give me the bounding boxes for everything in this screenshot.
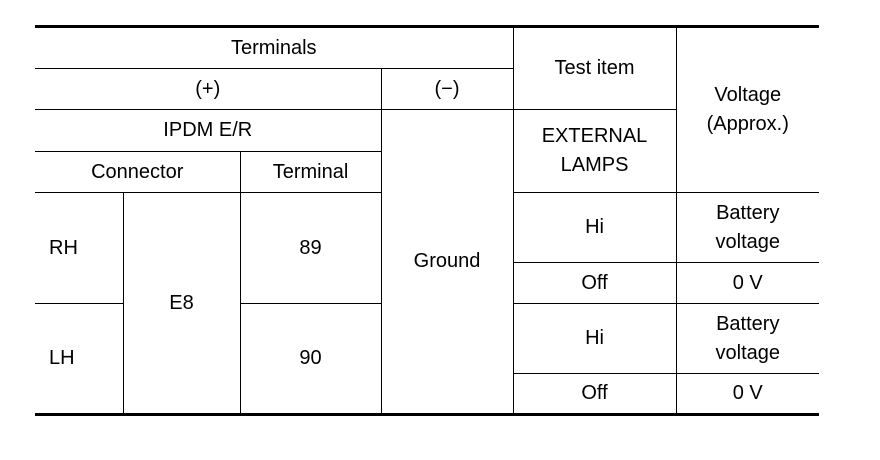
- voltage-cell: 0 V: [676, 263, 819, 304]
- terminal-header: Terminal: [240, 152, 381, 193]
- connector-header: Connector: [35, 152, 240, 193]
- minus-header: (−): [381, 69, 513, 110]
- ground-cell: Ground: [381, 110, 513, 415]
- terminal-cell: 90: [240, 304, 381, 415]
- test-item-header: Test item: [513, 27, 676, 110]
- voltage-header: Voltage (Approx.): [676, 27, 819, 193]
- header-row-1: [35, 27, 819, 69]
- plus-header: (+): [35, 69, 381, 110]
- ipdm-header: IPDM E/R: [35, 110, 381, 152]
- condition-cell: Off: [513, 374, 676, 415]
- test-item-value: EXTERNAL LAMPS: [513, 110, 676, 193]
- side-cell: RH: [35, 193, 123, 304]
- terminal-cell: 89: [240, 193, 381, 304]
- voltage-cell: Battery voltage: [676, 304, 819, 374]
- connector-cell: E8: [123, 193, 240, 415]
- condition-cell: Off: [513, 263, 676, 304]
- terminal-voltage-table: [35, 25, 819, 416]
- voltage-cell: 0 V: [676, 374, 819, 415]
- condition-cell: Hi: [513, 304, 676, 374]
- condition-cell: Hi: [513, 193, 676, 263]
- voltage-cell: Battery voltage: [676, 193, 819, 263]
- terminals-header: Terminals: [35, 27, 513, 69]
- side-cell: LH: [35, 304, 123, 415]
